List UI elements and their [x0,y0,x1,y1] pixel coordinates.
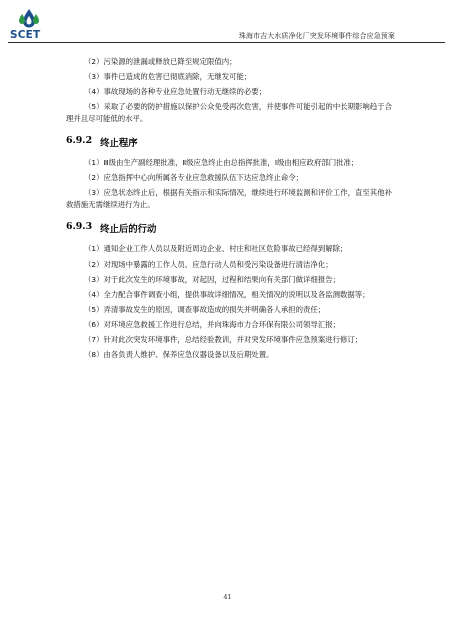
section-title: 终止程序 [100,138,138,150]
water-drop-icon [18,8,40,30]
paragraph: （3）事件已造成的危害已彻底消除，无继发可能； [84,72,252,82]
logo-text: SCET [10,29,41,41]
page-header [0,0,455,46]
paragraph: （1）通知企业工作人员以及附近周边企业、村庄和社区危险事故已经得到解除； [84,244,348,254]
paragraph: （2）应急指挥中心向所属各专业应急救援队伍下达应急终止命令； [84,173,304,183]
paragraph: （1）Ⅲ级由生产副经理批准，Ⅱ级应急终止由总指挥批准，Ⅰ级由相应政府部门批准； [84,158,359,168]
paragraph: （8）由各负责人维护、保养应急仪器设备以及后期处置。 [84,350,274,360]
section-heading [66,135,392,149]
document-body [66,56,392,364]
paragraph: （2）污染源的泄漏或释放已降至规定限值内； [84,57,237,66]
page-number: 41 [223,593,232,601]
paragraph: （4）事故现场的各种专业应急处置行动无继续的必要； [84,87,267,97]
paragraph: （3）应急状态终止后，根据有关指示和实际情况，继续进行环境监测和评价工作，直至其他补救措施无需继续进行为止。 [66,188,392,209]
paragraph: （3）对于此次发生的环境事故，对起因，过程和结果向有关部门做详细报告； [84,274,340,284]
paragraph: （5）弄清事故发生的原因，调查事故造成的损失并明确各人承担的责任； [84,304,326,314]
section-number: 6.9.3 [66,221,93,233]
company-logo [10,8,46,42]
header-divider [8,42,445,43]
section-heading [66,221,392,235]
paragraph: （7）针对此次突发环境事件，总结经验教训，并对突发环境事件应急预案进行修订； [84,335,363,345]
paragraph: （5）采取了必要的防护措施以保护公众免受再次危害，并使事件可能引起的中长期影响趋于合理并且尽可能低的水平。 [66,102,392,123]
section-number: 6.9.2 [66,135,93,147]
paragraph: （4）全力配合事件调查小组，提供事故详细情况，相关情况的说明以及各监测数据等； [84,289,370,299]
document-title: 珠海市吉大水质净化厂突发环境事件综合应急预案 [238,32,395,40]
section-title: 终止后的行动 [100,224,157,236]
paragraph: （2）对现场中暴露的工作人员、应急行动人员和受污染设备进行清洁净化； [84,259,333,269]
paragraph: （6）对环境应急救援工作进行总结，并向珠海市力合环保有限公司领导汇报； [84,319,340,329]
